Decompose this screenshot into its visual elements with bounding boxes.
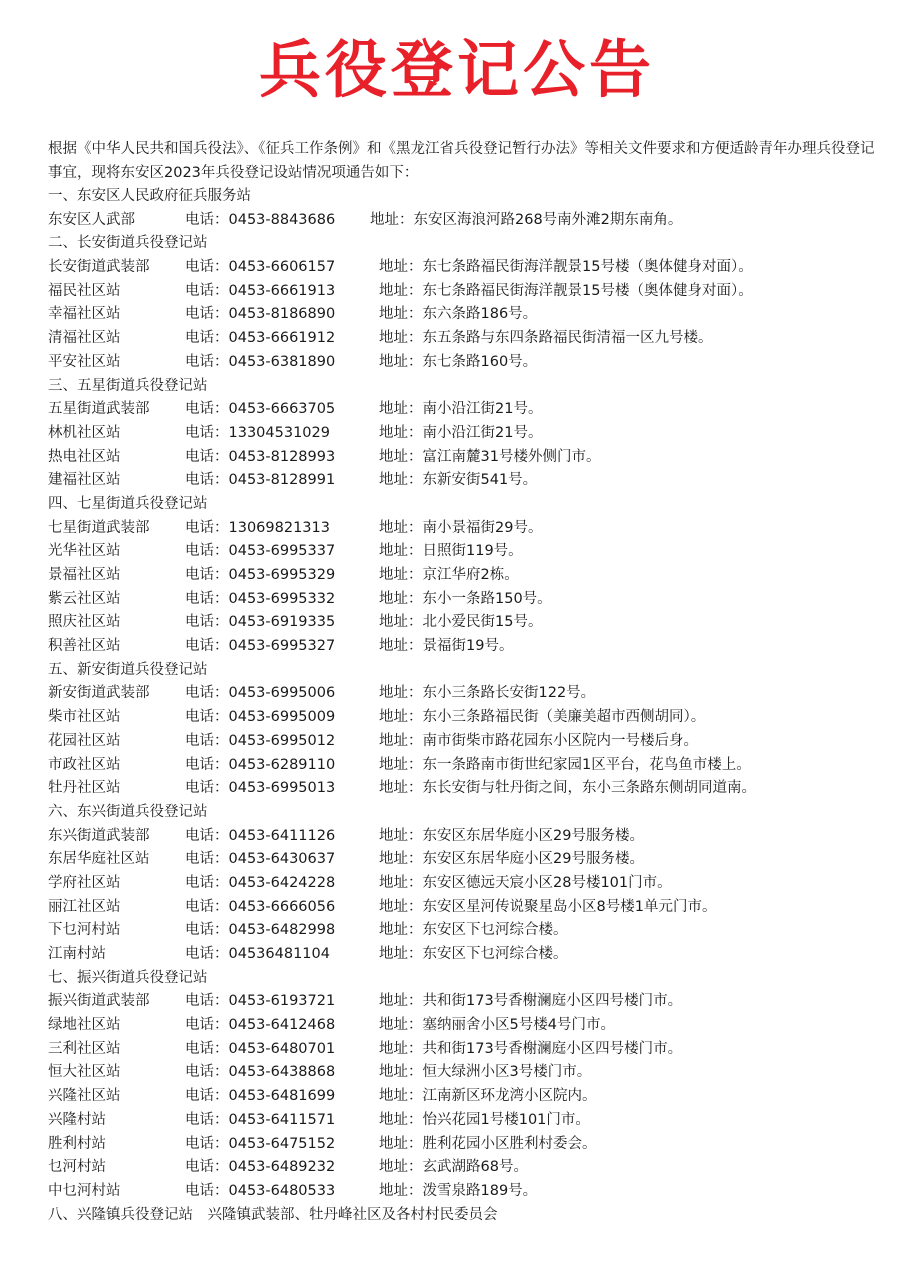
station-name: 东安区人武部 — [48, 211, 135, 228]
station-name: 林机社区站 — [48, 424, 121, 441]
station-row — [48, 706, 888, 730]
station-name: 下乜河村站 — [48, 922, 121, 939]
station-name: 兴隆村站 — [48, 1111, 106, 1128]
station-phone: 电话：0453-8128993 — [185, 448, 336, 465]
station-phone: 电话：0453-6995327 — [185, 638, 336, 655]
station-name: 光华社区站 — [48, 543, 121, 560]
station-phone: 电话：0453-6995012 — [185, 732, 336, 749]
station-address: 地址：玄武湖路68号。 — [379, 1159, 528, 1176]
station-name: 花园社区站 — [48, 732, 121, 749]
station-address: 地址：富江南麓31号楼外侧门市。 — [379, 448, 601, 465]
station-row — [48, 327, 888, 351]
station-row — [48, 422, 888, 446]
station-phone: 电话：0453-6995013 — [185, 780, 336, 797]
station-name: 积善社区站 — [48, 638, 121, 655]
station-name: 建福社区站 — [48, 472, 121, 489]
station-phone: 电话：0453-6411571 — [185, 1111, 336, 1128]
station-address: 地址：京江华府2栋。 — [379, 567, 519, 583]
station-address: 地址：东安区东居华庭小区29号服务楼。 — [379, 827, 644, 844]
station-name: 恒大社区站 — [48, 1064, 121, 1081]
station-row — [48, 943, 888, 967]
station-address: 地址：东安区德远天宸小区28号楼101门市。 — [379, 874, 672, 891]
station-address: 地址：东安区下乜河综合楼。 — [379, 946, 568, 962]
station-row — [48, 730, 888, 754]
station-row — [48, 825, 888, 849]
section-heading: 三、五星街道兵役登记站 — [48, 377, 208, 394]
station-row — [48, 446, 888, 470]
station-address: 地址：东五条路与东四条路福民街清福一区九号楼。 — [379, 330, 713, 347]
station-phone: 电话：0453-6919335 — [185, 614, 336, 631]
station-name: 柴市社区站 — [48, 709, 121, 726]
section-heading: 八、兴隆镇兵役登记站 兴隆镇武装部、牡丹峰社区及各村村民委员会 — [48, 1206, 498, 1223]
station-row — [48, 896, 888, 920]
station-name: 江南村站 — [48, 946, 106, 962]
station-phone: 电话：0453-6412468 — [185, 1017, 336, 1034]
station-list — [48, 185, 888, 1227]
station-address: 地址：怡兴花园1号楼101门市。 — [379, 1111, 590, 1128]
station-address: 地址：南小沿江街21号。 — [379, 401, 543, 418]
station-phone: 电话：0453-6193721 — [185, 993, 336, 1010]
station-address: 地址：东一条路南市街世纪家园1区平台，花鸟鱼市楼上。 — [379, 756, 751, 773]
station-address: 地址：南市街柴市路花园东小区院内一号楼后身。 — [379, 732, 698, 749]
station-name: 福民社区站 — [48, 282, 121, 299]
station-row — [48, 209, 888, 233]
station-row — [48, 777, 888, 801]
station-name: 热电社区站 — [48, 448, 121, 465]
station-row — [48, 540, 888, 564]
station-phone: 电话：0453-6995329 — [185, 567, 336, 583]
station-phone: 电话：0453-6661913 — [185, 282, 336, 299]
station-phone: 电话：04536481104 — [185, 946, 330, 962]
station-name: 丽江社区站 — [48, 898, 121, 915]
section-heading: 六、东兴街道兵役登记站 — [48, 803, 208, 820]
station-row — [48, 990, 888, 1014]
station-address: 地址：东长安街与牡丹街之间，东小三条路东侧胡同道南。 — [379, 780, 756, 797]
station-row — [48, 588, 888, 612]
station-phone: 电话：0453-6480701 — [185, 1040, 336, 1057]
station-address: 地址：恒大绿洲小区3号楼门市。 — [379, 1064, 592, 1081]
station-address: 地址：东小一条路150号。 — [379, 590, 552, 607]
station-phone: 电话：0453-6606157 — [185, 259, 336, 276]
station-phone: 电话：13304531029 — [185, 424, 330, 441]
station-row — [48, 1156, 888, 1180]
page-title: 兵役登记公告 — [258, 33, 655, 106]
station-name: 牡丹社区站 — [48, 780, 121, 797]
station-address: 地址：江南新区环龙湾小区院内。 — [379, 1088, 597, 1105]
station-name: 东居华庭社区站 — [48, 851, 150, 868]
station-phone: 电话：13069821313 — [185, 519, 330, 536]
station-phone: 电话：0453-6663705 — [185, 401, 336, 418]
station-row — [48, 611, 888, 635]
station-name: 三利社区站 — [48, 1040, 121, 1057]
station-row — [48, 1180, 888, 1204]
station-phone: 电话：0453-6481699 — [185, 1088, 336, 1105]
station-address: 地址：东安区海浪河路268号南外滩2期东南角。 — [370, 211, 683, 228]
station-name: 幸福社区站 — [48, 306, 121, 323]
station-address: 地址：共和街173号香榭澜庭小区四号楼门市。 — [379, 1040, 683, 1057]
station-row — [48, 1061, 888, 1085]
station-name: 乜河村站 — [48, 1159, 106, 1176]
station-row — [48, 398, 888, 422]
section-heading: 五、新安街道兵役登记站 — [48, 661, 208, 678]
station-phone: 电话：0453-6995337 — [185, 543, 336, 560]
station-address: 地址：南小沿江街21号。 — [379, 424, 543, 441]
station-phone: 电话：0453-6480533 — [185, 1182, 336, 1199]
section-heading: 七、振兴街道兵役登记站 — [48, 969, 208, 986]
station-name: 新安街道武装部 — [48, 685, 150, 702]
station-phone: 电话：0453-6411126 — [185, 827, 336, 844]
station-address: 地址：塞纳丽舍小区5号楼4号门市。 — [379, 1017, 615, 1034]
station-phone: 电话：0453-8186890 — [185, 306, 336, 323]
station-phone: 电话：0453-6424228 — [185, 874, 336, 891]
station-row — [48, 303, 888, 327]
station-phone: 电话：0453-6381890 — [185, 353, 336, 370]
station-row — [48, 1085, 888, 1109]
station-address: 地址：东安区星河传说聚星岛小区8号楼1单元门市。 — [379, 898, 717, 915]
station-address: 地址：东七条路福民街海洋靓景15号楼（奥体健身对面）。 — [379, 259, 753, 276]
station-name: 市政社区站 — [48, 756, 121, 773]
station-name: 七星街道武装部 — [48, 519, 150, 536]
station-name: 中乜河村站 — [48, 1182, 121, 1199]
station-phone: 电话：0453-6475152 — [185, 1135, 336, 1152]
station-phone: 电话：0453-6489232 — [185, 1159, 336, 1176]
station-row — [48, 351, 888, 375]
station-name: 学府社区站 — [48, 874, 121, 891]
station-name: 照庆社区站 — [48, 614, 121, 631]
station-address: 地址：日照街119号。 — [379, 543, 523, 560]
section-heading: 二、长安街道兵役登记站 — [48, 235, 208, 252]
station-phone: 电话：0453-8843686 — [185, 211, 336, 228]
station-address: 地址：南小景福街29号。 — [379, 519, 543, 536]
section-heading: 四、七星街道兵役登记站 — [48, 495, 208, 512]
station-name: 胜利村站 — [48, 1135, 106, 1152]
station-row — [48, 848, 888, 872]
station-name: 长安街道武装部 — [48, 259, 150, 276]
station-row — [48, 280, 888, 304]
station-address: 地址：东小三条路福民街（美廉美超市西侧胡同）。 — [379, 709, 706, 726]
station-address: 地址：东六条路186号。 — [379, 306, 538, 323]
station-address: 地址：东七条路160号。 — [379, 353, 538, 370]
station-row — [48, 256, 888, 280]
station-name: 紫云社区站 — [48, 590, 121, 607]
station-row — [48, 919, 888, 943]
station-address: 地址：共和街173号香榭澜庭小区四号楼门市。 — [379, 993, 683, 1010]
station-name: 清福社区站 — [48, 330, 121, 347]
station-address: 地址：东小三条路长安街122号。 — [379, 685, 596, 702]
intro-paragraph: 根据《中华人民共和国兵役法》、《征兵工作条例》和《黑龙江省兵役登记暂行办法》等相关文件要求和方便适龄青年办理兵役登记事宜，现将东安区2023年兵役登记设站情况项通告如下： — [48, 141, 875, 181]
station-phone: 电话：0453-6995332 — [185, 590, 336, 607]
station-name: 振兴街道武装部 — [48, 993, 150, 1010]
station-address: 地址：东七条路福民街海洋靓景15号楼（奥体健身对面）。 — [379, 282, 753, 299]
station-address: 地址：胜利花园小区胜利村委会。 — [379, 1135, 597, 1152]
station-name: 景福社区站 — [48, 567, 121, 583]
section-heading: 一、东安区人民政府征兵服务站 — [48, 188, 251, 204]
station-address: 地址：泼雪泉路189号。 — [379, 1182, 538, 1199]
station-phone: 电话：0453-8128991 — [185, 472, 336, 489]
station-row — [48, 1109, 888, 1133]
station-phone: 电话：0453-6438868 — [185, 1064, 336, 1081]
station-address: 地址：北小爱民街15号。 — [379, 614, 543, 631]
station-name: 兴隆社区站 — [48, 1088, 121, 1105]
station-address: 地址：东安区东居华庭小区29号服务楼。 — [379, 851, 644, 868]
station-phone: 电话：0453-6289110 — [185, 756, 336, 773]
station-phone: 电话：0453-6995009 — [185, 709, 336, 726]
station-address: 地址：东新安街541号。 — [379, 472, 538, 489]
station-address: 地址：东安区下乜河综合楼。 — [379, 922, 568, 939]
station-name: 绿地社区站 — [48, 1017, 121, 1034]
station-row — [48, 635, 888, 659]
station-phone: 电话：0453-6666056 — [185, 898, 336, 915]
station-row — [48, 1133, 888, 1157]
station-phone: 电话：0453-6430637 — [185, 851, 336, 868]
station-address: 地址：景福街19号。 — [379, 638, 514, 655]
station-row — [48, 1038, 888, 1062]
station-phone: 电话：0453-6661912 — [185, 330, 336, 347]
station-row — [48, 682, 888, 706]
station-row — [48, 517, 888, 541]
station-phone: 电话：0453-6482998 — [185, 922, 336, 939]
station-phone: 电话：0453-6995006 — [185, 685, 336, 702]
station-row — [48, 754, 888, 778]
station-row — [48, 469, 888, 493]
station-row — [48, 1014, 888, 1038]
station-name: 东兴街道武装部 — [48, 827, 150, 844]
station-row — [48, 564, 888, 588]
station-name: 五星街道武装部 — [48, 401, 150, 418]
station-row — [48, 872, 888, 896]
station-name: 平安社区站 — [48, 353, 121, 370]
